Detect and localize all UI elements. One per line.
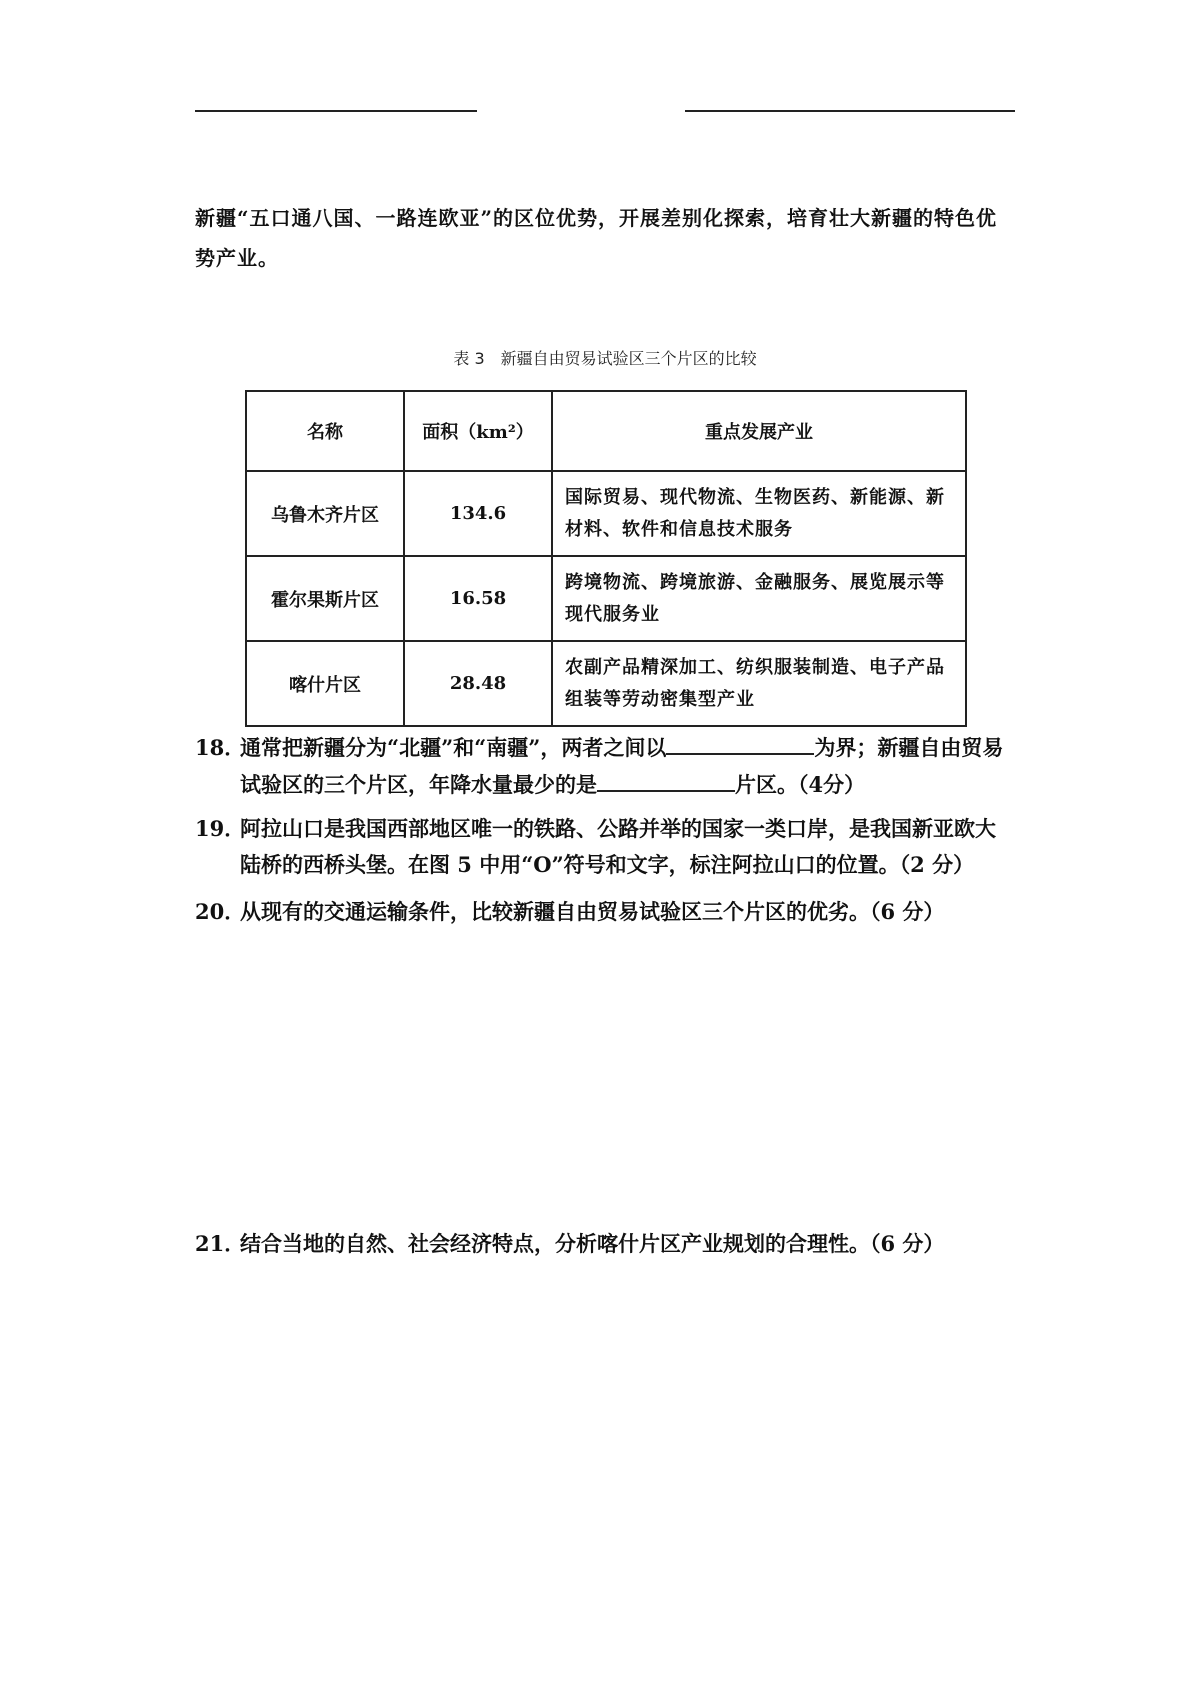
question-text: 陆桥的西桥头堡。在图 5 中用“O”符号和文字，标注阿拉山口的位置。（2 分）: [240, 852, 975, 877]
question-text: 结合当地的自然、社会经济特点，分析喀什片区产业规划的合理性。（6 分）: [240, 1231, 945, 1256]
question-text: 试验区的三个片区，年降水量最少的是: [240, 772, 597, 797]
table-header-row: [246, 391, 966, 471]
question-text: 片区。（4分）: [735, 772, 866, 797]
question-text: 从现有的交通运输条件，比较新疆自由贸易试验区三个片区的优劣。（6 分）: [240, 899, 945, 924]
question-20: [195, 894, 1025, 930]
intro-line-2: 势产业。: [195, 246, 279, 270]
answer-blank-boundary[interactable]: [666, 729, 814, 755]
cell-area: 16.58: [404, 556, 552, 641]
cell-area: 134.6: [404, 471, 552, 556]
cell-area: 28.48: [404, 641, 552, 726]
cell-industry: 国际贸易、现代物流、生物医药、新能源、新材料、软件和信息技术服务: [552, 471, 966, 556]
question-18: [195, 729, 1025, 803]
cell-industry: 农副产品精深加工、纺织服装制造、电子产品组装等劳动密集型产业: [552, 641, 966, 726]
header-area: 面积（km²）: [404, 391, 552, 471]
cell-name: 喀什片区: [246, 641, 404, 726]
answer-blank-district[interactable]: [597, 766, 735, 792]
cell-name: 乌鲁木齐片区: [246, 471, 404, 556]
table-caption: 表 3 新疆自由贸易试验区三个片区的比较: [453, 349, 757, 368]
question-text: 阿拉山口是我国西部地区唯一的铁路、公路并举的国家一类口岸，是我国新亚欧大: [240, 816, 996, 841]
table-row: [246, 641, 966, 726]
intro-line-1: 新疆“五口通八国、一路连欧亚”的区位优势，开展差别化探索，培育壮大新疆的特色优: [195, 206, 998, 230]
header-industry: 重点发展产业: [552, 391, 966, 471]
table-row: [246, 471, 966, 556]
table-row: [246, 556, 966, 641]
question-number: 21．: [195, 1231, 246, 1256]
question-21: [195, 1226, 1025, 1262]
header-name: 名称: [246, 391, 404, 471]
cell-industry: 跨境物流、跨境旅游、金融服务、展览展示等现代服务业: [552, 556, 966, 641]
question-19: [195, 811, 1025, 883]
question-number: 20．: [195, 899, 246, 924]
question-number: 18．: [195, 735, 246, 760]
comparison-table: [245, 390, 967, 727]
question-text: 通常把新疆分为“北疆”和“南疆”，两者之间以: [240, 735, 667, 760]
cell-name: 霍尔果斯片区: [246, 556, 404, 641]
answer-line-right: [685, 110, 1015, 112]
intro-paragraph: [195, 198, 1025, 278]
question-text: 为界；新疆自由贸易: [814, 735, 1004, 760]
answer-line-left: [195, 110, 477, 112]
question-number: 19．: [195, 816, 246, 841]
